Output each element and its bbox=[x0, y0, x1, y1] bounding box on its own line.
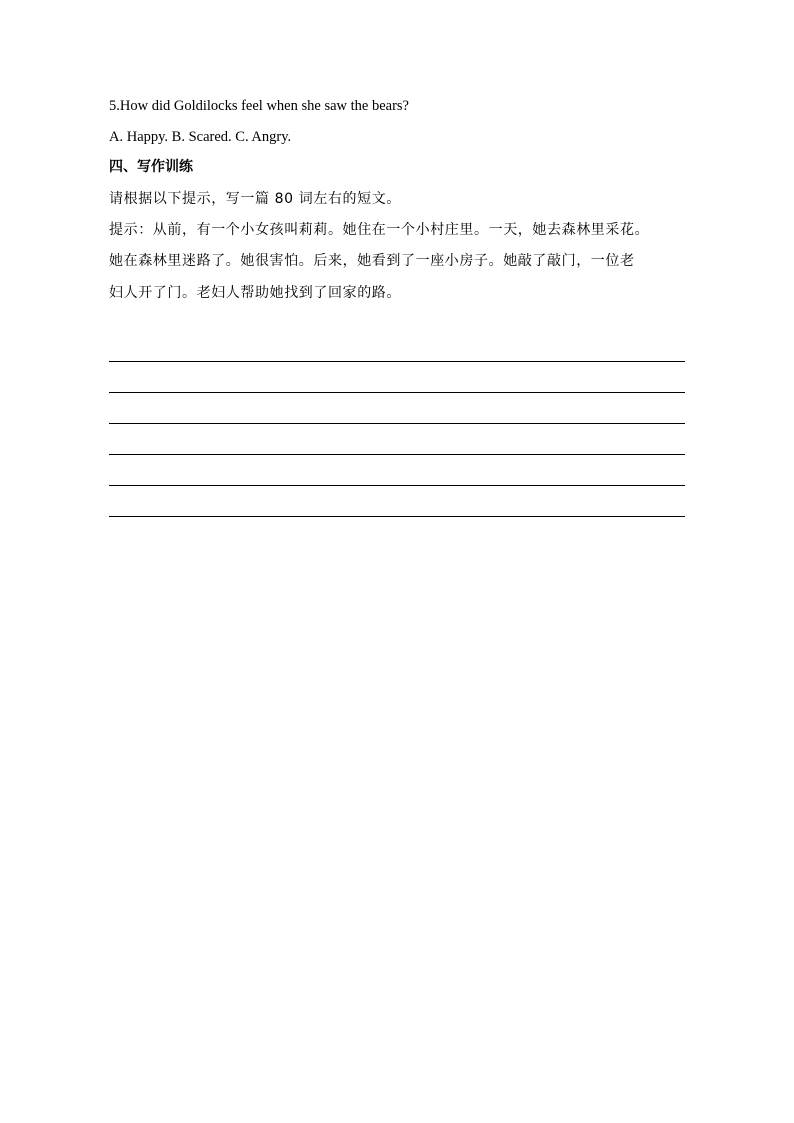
hint-line-1: 提示：从前，有一个小女孩叫莉莉。她住在一个小村庄里。一天，她去森林里采花。 bbox=[109, 222, 650, 238]
writing-instruction: 请根据以下提示，写一篇 80 词左右的短文。 bbox=[109, 191, 401, 207]
hint-line-2: 她在森林里迷路了。她很害怕。后来，她看到了一座小房子。她敲了敲门，一位老 bbox=[109, 253, 635, 269]
hint-line-3: 妇人开了门。老妇人帮助她找到了回家的路。 bbox=[109, 285, 401, 301]
writing-line-1[interactable] bbox=[109, 361, 685, 362]
question-5-options: A. Happy. B. Scared. C. Angry. bbox=[109, 129, 292, 145]
writing-line-4[interactable] bbox=[109, 454, 685, 455]
question-5-text: 5.How did Goldilocks feel when she saw the bears? bbox=[109, 98, 409, 114]
section-heading: 四、写作训练 bbox=[109, 159, 193, 175]
writing-line-6[interactable] bbox=[109, 516, 685, 517]
writing-line-5[interactable] bbox=[109, 485, 685, 486]
writing-line-3[interactable] bbox=[109, 423, 685, 424]
writing-line-2[interactable] bbox=[109, 392, 685, 393]
